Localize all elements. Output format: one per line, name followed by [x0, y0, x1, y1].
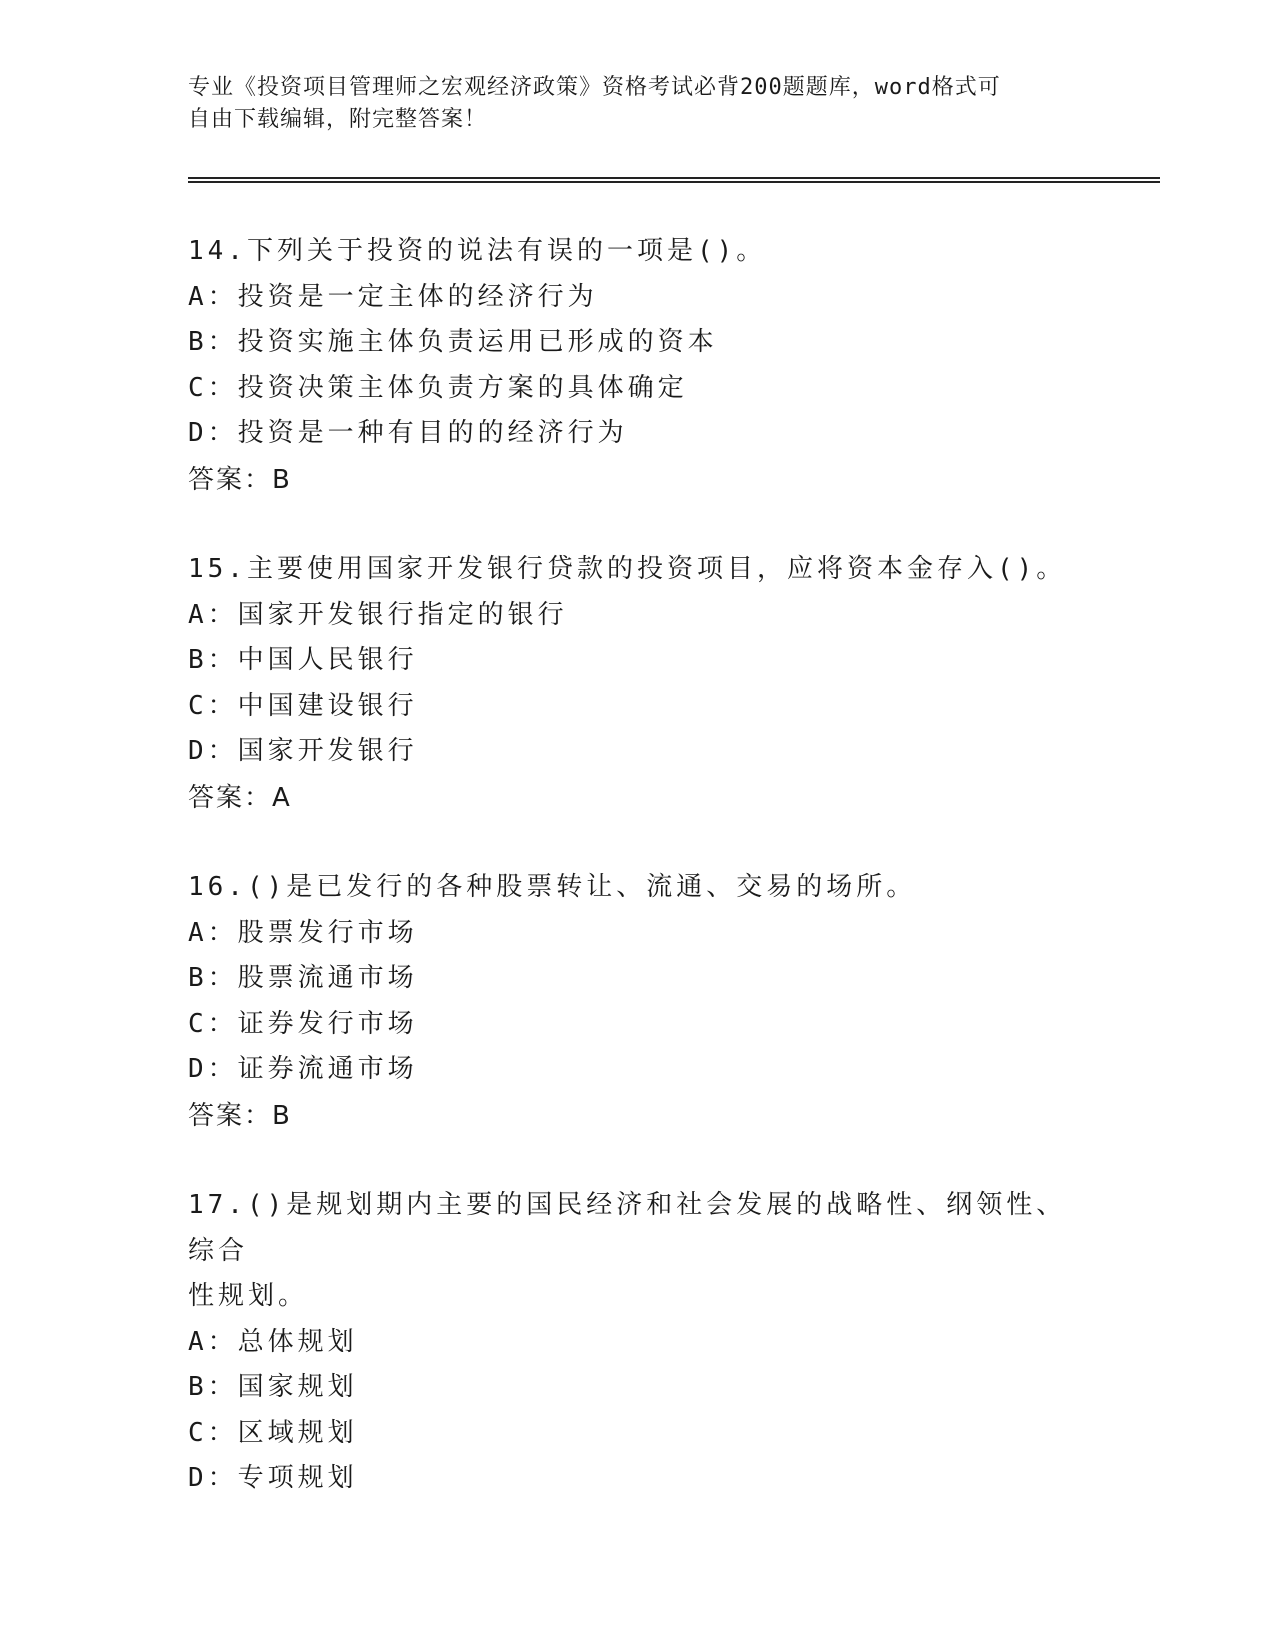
- option-a: A：股票发行市场: [188, 917, 418, 948]
- header-divider-bottom: [188, 181, 1160, 183]
- question-stem-line-1: 17.()是规划期内主要的国民经济和社会发展的战略性、纲领性、综合: [188, 1190, 1067, 1266]
- option-c: C：投资决策主体负责方案的具体确定: [188, 372, 688, 403]
- option-a: A：投资是一定主体的经济行为: [188, 281, 598, 312]
- question-stem: 16.()是已发行的各种股票转让、流通、交易的场所。: [188, 872, 917, 902]
- header-divider-top: [188, 177, 1160, 179]
- option-c: C：中国建设银行: [188, 690, 418, 721]
- header-line-1: 专业《投资项目管理师之宏观经济政策》资格考试必背200题题库，word格式可: [188, 75, 1001, 100]
- question-17: [188, 1183, 1088, 1502]
- option-b: B：国家规划: [188, 1372, 358, 1402]
- answer: 答案：B: [188, 464, 292, 495]
- answer: 答案：A: [188, 782, 292, 813]
- answer: 答案：B: [188, 1100, 292, 1131]
- option-c: C：证券发行市场: [188, 1008, 418, 1039]
- option-d: D：专项规划: [188, 1463, 358, 1493]
- question-stem: 14.下列关于投资的说法有误的一项是()。: [188, 236, 767, 266]
- question-14: [188, 229, 1088, 503]
- question-16: [188, 865, 1088, 1139]
- question-stem-line-2: 性规划。: [188, 1281, 309, 1311]
- header-line-2: 自由下载编辑，附完整答案！: [188, 107, 488, 132]
- option-b: B：股票流通市场: [188, 963, 418, 993]
- option-c: C：区域规划: [188, 1417, 358, 1448]
- question-15: [188, 547, 1088, 821]
- option-d: D：投资是一种有目的的经济行为: [188, 418, 628, 448]
- document-header: [188, 72, 1068, 136]
- option-b: B：中国人民银行: [188, 645, 418, 675]
- option-a: A：总体规划: [188, 1326, 358, 1357]
- question-stem: 15.主要使用国家开发银行贷款的投资项目，应将资本金存入()。: [188, 554, 1067, 584]
- option-a: A：国家开发银行指定的银行: [188, 599, 568, 630]
- option-d: D：国家开发银行: [188, 736, 418, 766]
- option-d: D：证券流通市场: [188, 1054, 418, 1084]
- option-b: B：投资实施主体负责运用已形成的资本: [188, 327, 718, 357]
